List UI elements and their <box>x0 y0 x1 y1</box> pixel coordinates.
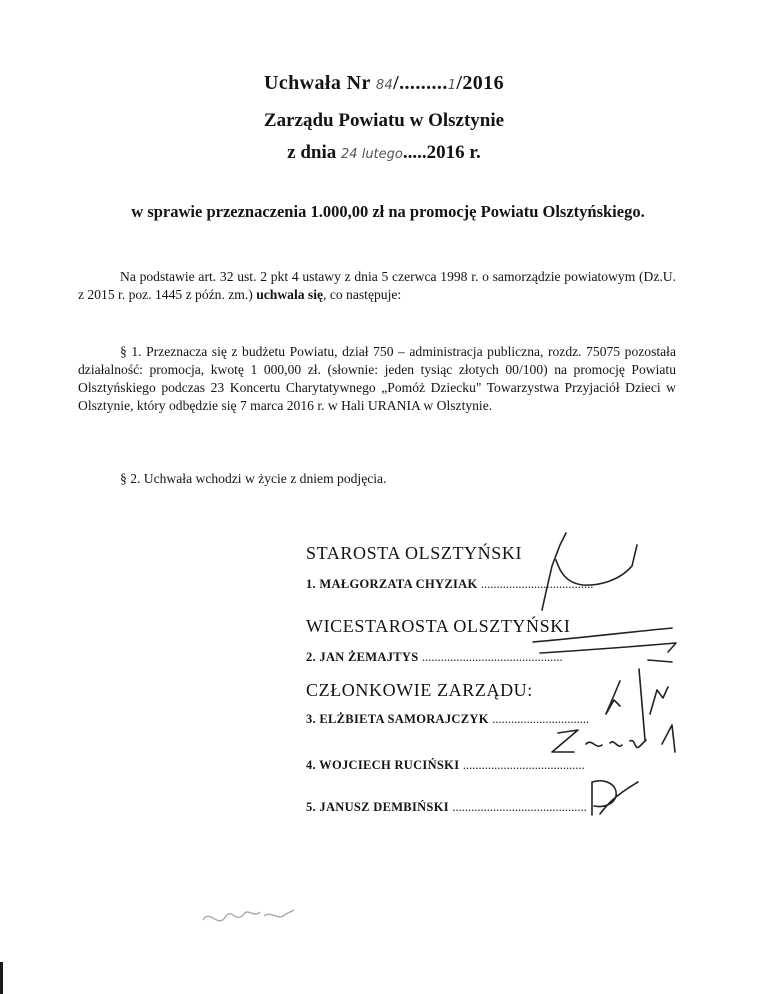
starosta-title: STAROSTA OLSZTYŃSKI <box>306 543 523 563</box>
member-3-signature-mark <box>606 669 668 740</box>
signature-dots: ....................................... <box>462 758 585 772</box>
resolution-date <box>0 142 768 164</box>
scan-edge-mark <box>0 962 3 994</box>
wicestarosta-name: 2. JAN ŻEMAJTYS <box>306 650 419 664</box>
signature-dots: ............................... <box>492 712 590 726</box>
legal-basis-paragraph <box>78 268 676 304</box>
legal-basis-bold: uchwala się <box>256 287 324 302</box>
stamp-remnant <box>198 890 318 943</box>
resolution-number-sep: /......... <box>393 72 448 94</box>
resolution-number-handwritten-a: 84 <box>375 78 394 93</box>
resolution-number-prefix: Uchwała Nr <box>264 72 376 94</box>
members-title: CZŁONKOWIE ZARZĄDU: <box>306 680 533 700</box>
wicestarosta-title: WICESTAROSTA OLSZTYŃSKI <box>306 616 571 636</box>
signature-dots: ........................................... <box>452 800 587 814</box>
resolution-number-handwritten-b: 1 <box>447 78 457 93</box>
wicestarosta-signature-line <box>306 650 563 665</box>
member-4-signature-mark <box>552 725 675 752</box>
resolution-date-prefix: z dnia <box>287 142 342 163</box>
resolution-number <box>0 72 768 95</box>
member-4-name: 4. WOJCIECH RUCIŃSKI <box>306 758 460 772</box>
member-3-name: 3. ELŻBIETA SAMORAJCZYK <box>306 712 489 726</box>
member-3-signature-line <box>306 712 589 727</box>
member-4-signature-line <box>306 758 585 773</box>
starosta-name: 1. MAŁGORZATA CHYZIAK <box>306 577 478 591</box>
starosta-signature-mark <box>542 533 637 610</box>
resolution-number-suffix: /2016 <box>456 72 504 94</box>
stamp-signature-icon <box>198 890 318 940</box>
member-5-name: 5. JANUSZ DEMBIŃSKI <box>306 800 449 814</box>
issuing-body: Zarządu Powiatu w Olsztynie <box>263 110 505 131</box>
legal-basis-end: , co następuje: <box>323 287 402 302</box>
section-2-paragraph: § 2. Uchwała wchodzi w życie z dniem podjęcia. <box>120 471 387 486</box>
member-5-signature-line <box>306 800 587 815</box>
section-1-paragraph: § 1. Przeznacza się z budżetu Powiatu, dział 750 – administracja publiczna, rozdz. 75075 pozostała działalność: promocja, kwotę 1 000,00 zł. (słownie: jeden tysiąc złotych 00/100) na promocję Powiatu Olsztyńskiego podczas 23 Koncertu Charytatywnego „Pomóż Dziecku" Towarzystwa Przyjaciół Dzieci w Olsztynie, który odbędzie się 7 marca 2016 r. w Hali URANIA w Olsztynie. <box>78 344 676 413</box>
resolution-subject: w sprawie przeznaczenia 1.000,00 zł na promocję Powiatu Olsztyńskiego. <box>131 202 645 221</box>
legal-basis-text: Na podstawie art. 32 ust. 2 pkt 4 ustawy z dnia 5 czerwca 1998 r. o samorządzie powiatowym (Dz.U. z 2015 r. poz. 1445 z późn. zm.) <box>78 269 676 302</box>
signature-dots: .................................... <box>480 577 594 591</box>
resolution-date-handwritten: 24 lutego <box>341 147 403 162</box>
member-5-signature-mark <box>592 781 638 815</box>
resolution-date-suffix: .....2016 r. <box>402 142 481 163</box>
signature-dots: ............................................. <box>421 650 563 664</box>
starosta-signature-line <box>306 577 593 592</box>
